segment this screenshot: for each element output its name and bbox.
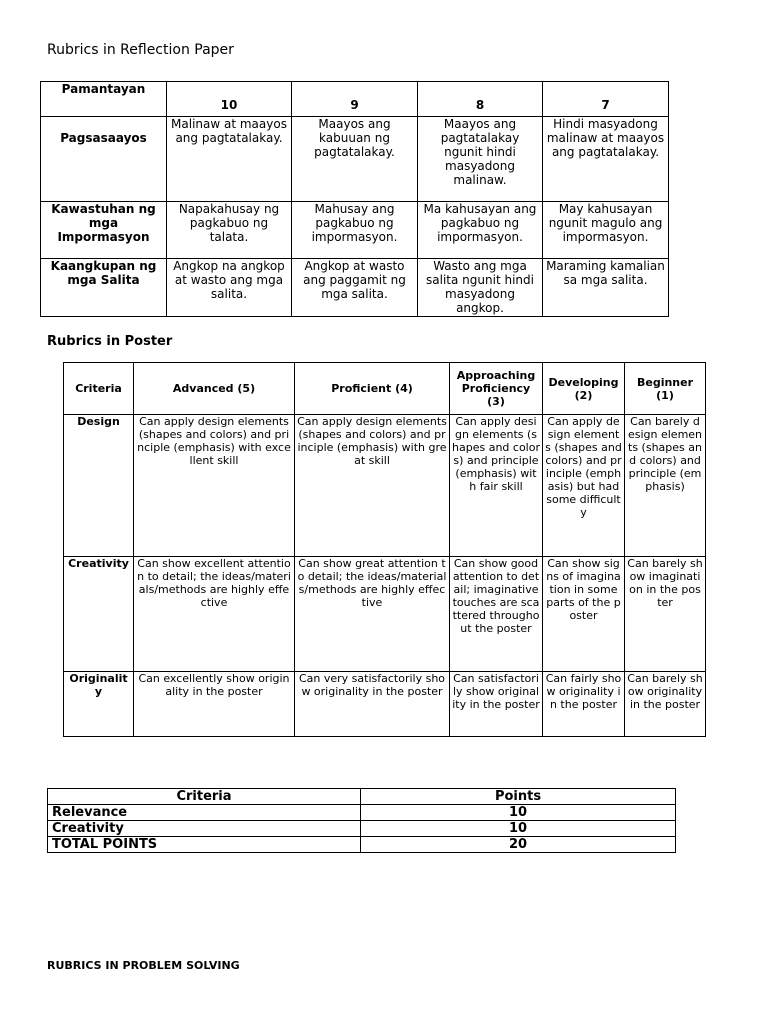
table-cell: May kahusayan ngunit magulo ang impormasyon. xyxy=(543,202,669,259)
column-header-score: 10 xyxy=(167,82,292,117)
poster-rubric-table xyxy=(63,362,706,737)
table-cell: Angkop na angkop at wasto ang mga salita. xyxy=(167,259,292,317)
criteria-cell: Creativity xyxy=(48,821,361,837)
table-cell: Hindi masyadong malinaw at maayos ang pagtatalakay. xyxy=(543,117,669,202)
table-cell: Can excellently show originality in the poster xyxy=(134,672,295,737)
points-cell: 10 xyxy=(361,821,676,837)
table-cell: Can apply design elements (shapes and colors) and principle (emphasis) with great skill xyxy=(295,415,450,557)
table-cell: Can satisfactorily show originality in the poster xyxy=(450,672,543,737)
table-cell: Can fairly show originality in the poster xyxy=(543,672,625,737)
column-header-beginner: Beginner (1) xyxy=(625,363,706,415)
row-header: Kawastuhan ng mga Impormasyon xyxy=(41,202,167,259)
table-cell: Can show great attention to detail; the ideas/materials/methods are highly effective xyxy=(295,557,450,672)
row-header: Kaangkupan ng mga Salita xyxy=(41,259,167,317)
column-header-criteria: Criteria xyxy=(48,789,361,805)
column-header-approaching-proficiency: Approaching Proficiency (3) xyxy=(450,363,543,415)
table-cell: Angkop at wasto ang paggamit ng mga salita. xyxy=(292,259,418,317)
table-row xyxy=(48,837,676,853)
table-cell: Maraming kamalian sa mga salita. xyxy=(543,259,669,317)
row-header: Creativity xyxy=(64,557,134,672)
column-header-score: 7 xyxy=(543,82,669,117)
row-header: Originality xyxy=(64,672,134,737)
column-header-developing: Developing (2) xyxy=(543,363,625,415)
table-cell: Can apply design elements (shapes and colors) and principle (emphasis) but had some difficulty xyxy=(543,415,625,557)
problem-solving-heading: RUBRICS IN PROBLEM SOLVING xyxy=(47,959,240,972)
total-points-cell: 20 xyxy=(361,837,676,853)
column-header-score: 9 xyxy=(292,82,418,117)
table-cell: Can very satisfactorily show originality in the poster xyxy=(295,672,450,737)
reflection-paper-rubric-table xyxy=(40,81,669,317)
table-header-row xyxy=(64,363,706,415)
table-cell: Maayos ang pagtatalakay ngunit hindi masyadong malinaw. xyxy=(418,117,543,202)
row-header: Pagsasaayos xyxy=(41,117,167,202)
table-row xyxy=(64,557,706,672)
table-cell: Can apply design elements (shapes and colors) and principle (emphasis) with excellent skill xyxy=(134,415,295,557)
table-cell: Mahusay ang pagkabuo ng impormasyon. xyxy=(292,202,418,259)
table-cell: Ma kahusayan ang pagkabuo ng impormasyon. xyxy=(418,202,543,259)
table-cell: Maayos ang kabuuan ng pagtatalakay. xyxy=(292,117,418,202)
table-cell: Wasto ang mga salita ngunit hindi masyadong angkop. xyxy=(418,259,543,317)
reflection-paper-heading: Rubrics in Reflection Paper xyxy=(47,42,234,58)
column-header-proficient: Proficient (4) xyxy=(295,363,450,415)
table-header-row xyxy=(41,82,669,117)
table-row xyxy=(64,415,706,557)
table-cell: Can barely show originality in the poster xyxy=(625,672,706,737)
table-cell: Malinaw at maayos ang pagtatalakay. xyxy=(167,117,292,202)
table-row xyxy=(48,821,676,837)
table-cell: Can barely design elements (shapes and colors) and principle (emphasis) xyxy=(625,415,706,557)
table-cell: Can show signs of imagination in some parts of the poster xyxy=(543,557,625,672)
table-row xyxy=(48,805,676,821)
table-cell: Can barely show imagination in the poster xyxy=(625,557,706,672)
table-cell: Napakahusay ng pagkabuo ng talata. xyxy=(167,202,292,259)
total-criteria-cell: TOTAL POINTS xyxy=(48,837,361,853)
points-summary-table xyxy=(47,788,676,853)
table-row xyxy=(41,202,669,259)
table-cell: Can apply design elements (shapes and colors) and principle (emphasis) with fair skill xyxy=(450,415,543,557)
column-header-points: Points xyxy=(361,789,676,805)
table-row xyxy=(64,672,706,737)
column-header-score: 8 xyxy=(418,82,543,117)
criteria-cell: Relevance xyxy=(48,805,361,821)
table-header-row xyxy=(48,789,676,805)
column-header-pamantayan: Pamantayan xyxy=(41,82,167,117)
column-header-criteria: Criteria xyxy=(64,363,134,415)
column-header-advanced: Advanced (5) xyxy=(134,363,295,415)
table-cell: Can show good attention to detail; imaginative touches are scattered throughout the poster xyxy=(450,557,543,672)
points-cell: 10 xyxy=(361,805,676,821)
table-cell: Can show excellent attention to detail; the ideas/materials/methods are highly effective xyxy=(134,557,295,672)
table-row xyxy=(41,259,669,317)
table-row xyxy=(41,117,669,202)
poster-rubric-heading: Rubrics in Poster xyxy=(47,334,173,349)
row-header: Design xyxy=(64,415,134,557)
